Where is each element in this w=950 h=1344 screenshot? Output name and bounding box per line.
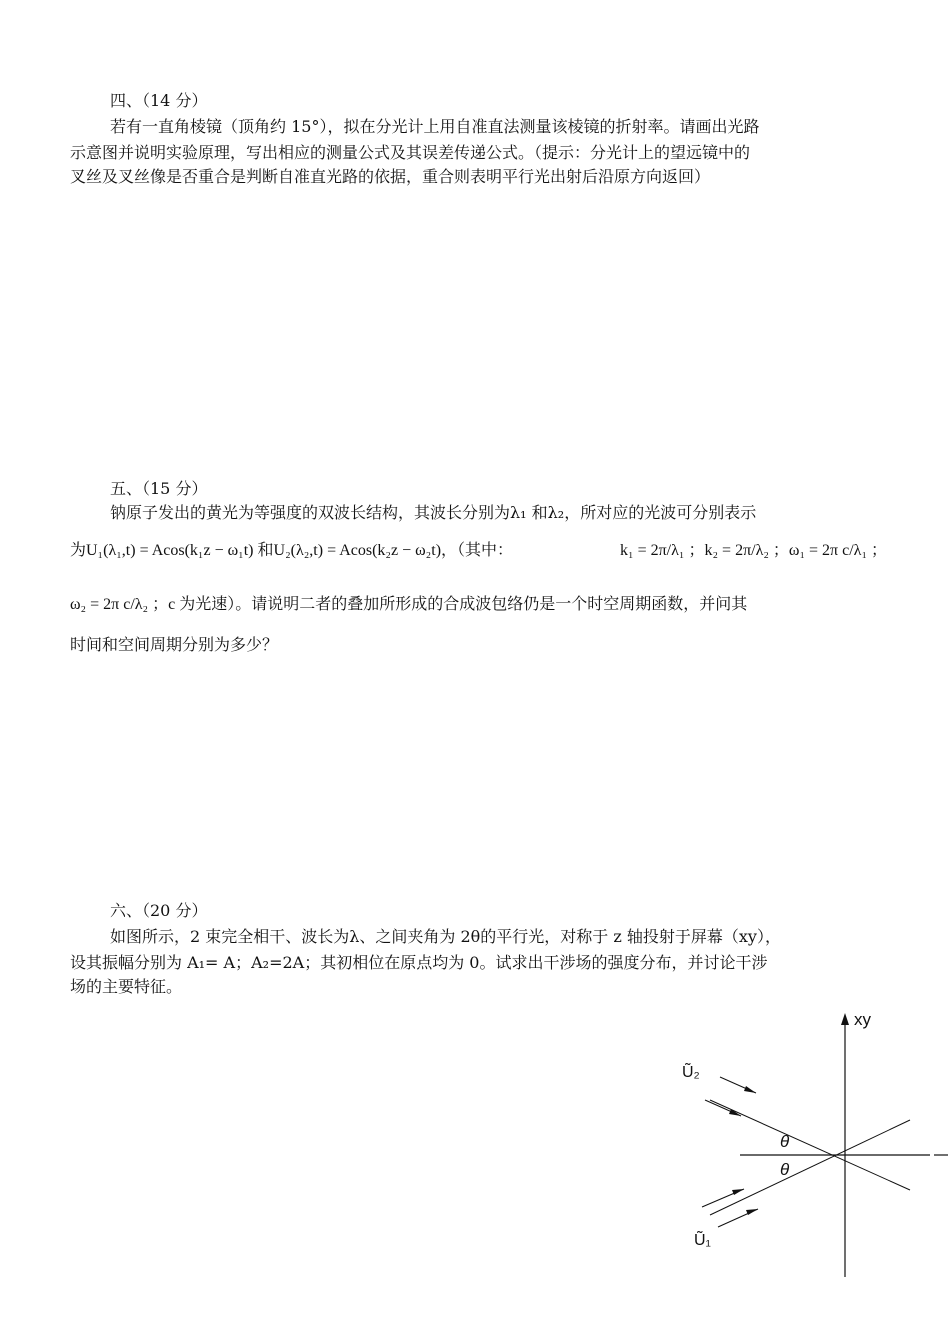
section4-line3: 叉丝及叉丝像是否重合是判断自准直光路的依据，重合则表明平行光出射后沿原方向返回） bbox=[70, 167, 711, 186]
section6-line2: 设其振幅分别为 A₁= A；A₂=2A；其初相位在原点均为 0。试求出干涉场的强度分布，并讨论干涉 bbox=[70, 953, 768, 972]
angle-label-upper: θ bbox=[780, 1132, 790, 1151]
xy-axis-label: xy bbox=[854, 1010, 871, 1029]
angle-label-lower: θ bbox=[780, 1160, 790, 1179]
section6-heading: 六、（20 分） bbox=[110, 901, 208, 920]
section4-line2: 示意图并说明实验原理，写出相应的测量公式及其误差传递公式。（提示：分光计上的望远镜中的 bbox=[70, 143, 751, 162]
section6-line3: 场的主要特征。 bbox=[70, 977, 183, 996]
section6-line1: 如图所示，2 束完全相干、波长为λ、之间夹角为 2θ的平行光，对称于 z 轴投射于屏幕（xy）， bbox=[110, 927, 781, 946]
section5-definitions: k₁ = 2π/λ₁ ；k₂ = 2π/λ₂ ；ω₁ = 2π c/λ₁ ； bbox=[620, 542, 888, 559]
section5-line1: 钠原子发出的黄光为等强度的双波长结构，其波长分别为λ₁ 和λ₂，所对应的光波可分别表示 bbox=[110, 503, 757, 522]
section5-line4: 时间和空间周期分别为多少？ bbox=[70, 635, 279, 654]
beam1-line bbox=[710, 1120, 910, 1215]
beam2-line bbox=[710, 1100, 910, 1190]
beam2-label: Ũ₂ bbox=[682, 1064, 700, 1081]
section4-heading: 四、（14 分） bbox=[110, 91, 208, 110]
section5-line3: ω₂ = 2π c/λ₂ ；c 为光速）。请说明二者的叠加所形成的合成波包络仍是一个时空周期函数，并问其 bbox=[70, 596, 748, 613]
section5-heading: 五、（15 分） bbox=[110, 479, 208, 498]
xy-axis-arrow bbox=[841, 1013, 849, 1025]
section5-equation-line: 为U₁(λ₁,t) = Acos(k₁z − ω₁t) 和U₂(λ₂,t) = Acos(k₂z − ω₂t)，（其中： bbox=[70, 542, 514, 559]
interference-diagram bbox=[660, 1005, 950, 1295]
beam1-label: Ũ₁ bbox=[694, 1232, 711, 1249]
section4-line1: 若有一直角棱镜（顶角约 15°），拟在分光计上用自准直法测量该棱镜的折射率。请画出光路 bbox=[110, 117, 760, 136]
